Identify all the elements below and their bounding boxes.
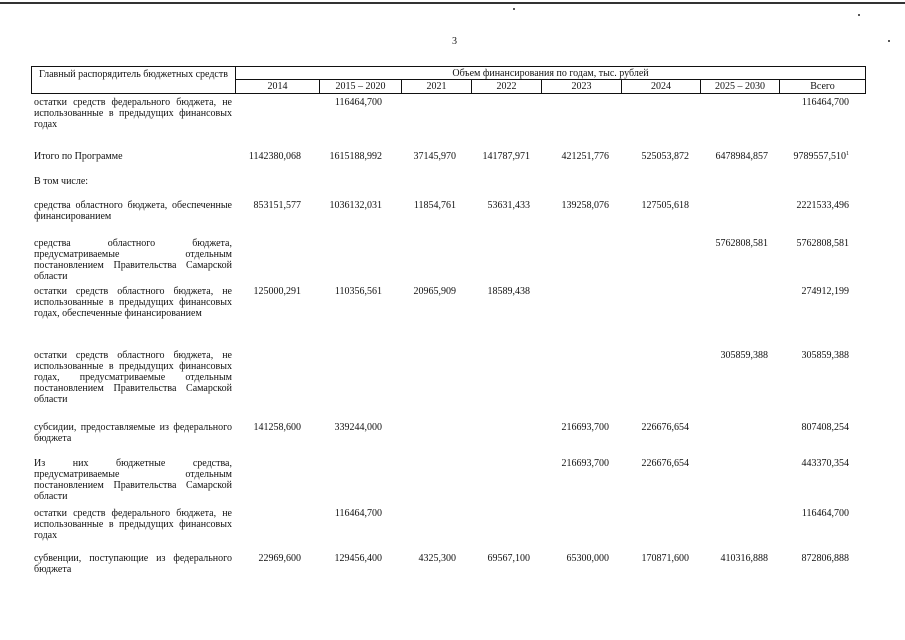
row-value: 129456,400 xyxy=(334,553,382,564)
footnote-mark: 1 xyxy=(846,151,849,157)
row-value: 305859,388 xyxy=(720,350,768,361)
row-value: 37145,970 xyxy=(413,151,456,162)
row-value: 226676,654 xyxy=(641,422,689,433)
row-value: 421251,776 xyxy=(561,151,609,162)
row-value: 274912,199 xyxy=(801,286,849,297)
row-value: 69567,100 xyxy=(487,553,530,564)
row-label: остатки средств областного бюджета, не использованные в предыдущих финансовых годах, предусматриваемые отдельным постановлением Правительства Самарской области xyxy=(34,350,232,405)
row-value: 11854,761 xyxy=(413,200,456,211)
row-label: Итого по Программе xyxy=(34,151,123,162)
row-value: 1036132,031 xyxy=(329,200,382,211)
row-value: 116464,700 xyxy=(801,508,849,519)
row-label: средства областного бюджета, предусматриваемые отдельным постановлением Правительства Самарской области xyxy=(34,238,232,282)
row-value: 116464,700 xyxy=(334,508,382,519)
row-value: 5762808,581 xyxy=(796,238,849,249)
header-group: Объем финансирования по годам, тыс. рублей xyxy=(236,67,866,80)
header-year: 2024 xyxy=(622,80,701,93)
scan-speck xyxy=(513,8,515,10)
row-value: 53631,433 xyxy=(487,200,530,211)
row-value: 853151,577 xyxy=(253,200,301,211)
row-label: остатки средств федерального бюджета, не использованные в предыдущих финансовых годах xyxy=(34,508,232,541)
header-main-col: Главный распорядитель бюджетных средств xyxy=(31,67,236,93)
row-value: 443370,354 xyxy=(801,458,849,469)
table-header xyxy=(31,66,866,94)
row-value: 116464,700 xyxy=(801,97,849,108)
row-value: 216693,700 xyxy=(561,422,609,433)
header-year: 2023 xyxy=(542,80,622,93)
row-value: 9789557,510$^1$ xyxy=(793,151,849,162)
row-value: 226676,654 xyxy=(641,458,689,469)
row-value: 525053,872 xyxy=(641,151,689,162)
row-label: средства областного бюджета, обеспеченные финансированием xyxy=(34,200,232,222)
row-label: В том числе: xyxy=(34,176,89,187)
page-number: 3 xyxy=(452,36,457,47)
row-value: 5762808,581 xyxy=(715,238,768,249)
header-year: 2021 xyxy=(402,80,472,93)
header-year: Всего xyxy=(780,80,866,93)
row-value: 2221533,496 xyxy=(796,200,849,211)
header-year: 2025 – 2030 xyxy=(701,80,780,93)
row-value: 339244,000 xyxy=(334,422,382,433)
row-value: 127505,618 xyxy=(641,200,689,211)
row-value: 1142380,068 xyxy=(248,151,301,162)
row-value: 18589,438 xyxy=(487,286,530,297)
row-label: субвенции, поступающие из федерального бюджета xyxy=(34,553,232,575)
row-value: 139258,076 xyxy=(561,200,609,211)
row-value: 1615188,992 xyxy=(329,151,382,162)
row-label: субсидии, предоставляемые из федерального бюджета xyxy=(34,422,232,444)
row-label: Из них бюджетные средства, предусматриваемые отдельным постановлением Правительства Самарской области xyxy=(34,458,232,502)
row-value: 872806,888 xyxy=(801,553,849,564)
row-label: остатки средств областного бюджета, не использованные в предыдущих финансовых годах, обеспеченные финансированием xyxy=(34,286,232,319)
header-year: 2022 xyxy=(472,80,542,93)
row-value: 216693,700 xyxy=(561,458,609,469)
header-year: 2015 – 2020 xyxy=(320,80,402,93)
row-value: 110356,561 xyxy=(334,286,382,297)
row-label: остатки средств федерального бюджета, не использованные в предыдущих финансовых годах xyxy=(34,97,232,130)
row-value: 410316,888 xyxy=(720,553,768,564)
scan-edge-line xyxy=(0,2,905,4)
row-value: 65300,000 xyxy=(566,553,609,564)
row-value: 807408,254 xyxy=(801,422,849,433)
scan-speck xyxy=(858,14,860,16)
row-value: 305859,388 xyxy=(801,350,849,361)
row-value: 141258,600 xyxy=(253,422,301,433)
row-value: 141787,971 xyxy=(482,151,530,162)
row-value: 170871,600 xyxy=(641,553,689,564)
header-year: 2014 xyxy=(236,80,320,93)
row-value: 4325,300 xyxy=(418,553,456,564)
row-value: 22969,600 xyxy=(258,553,301,564)
row-value: 125000,291 xyxy=(253,286,301,297)
row-value: 6478984,857 xyxy=(715,151,768,162)
row-value: 20965,909 xyxy=(413,286,456,297)
row-value: 116464,700 xyxy=(334,97,382,108)
financing-table xyxy=(31,66,866,575)
scan-speck xyxy=(888,40,890,42)
